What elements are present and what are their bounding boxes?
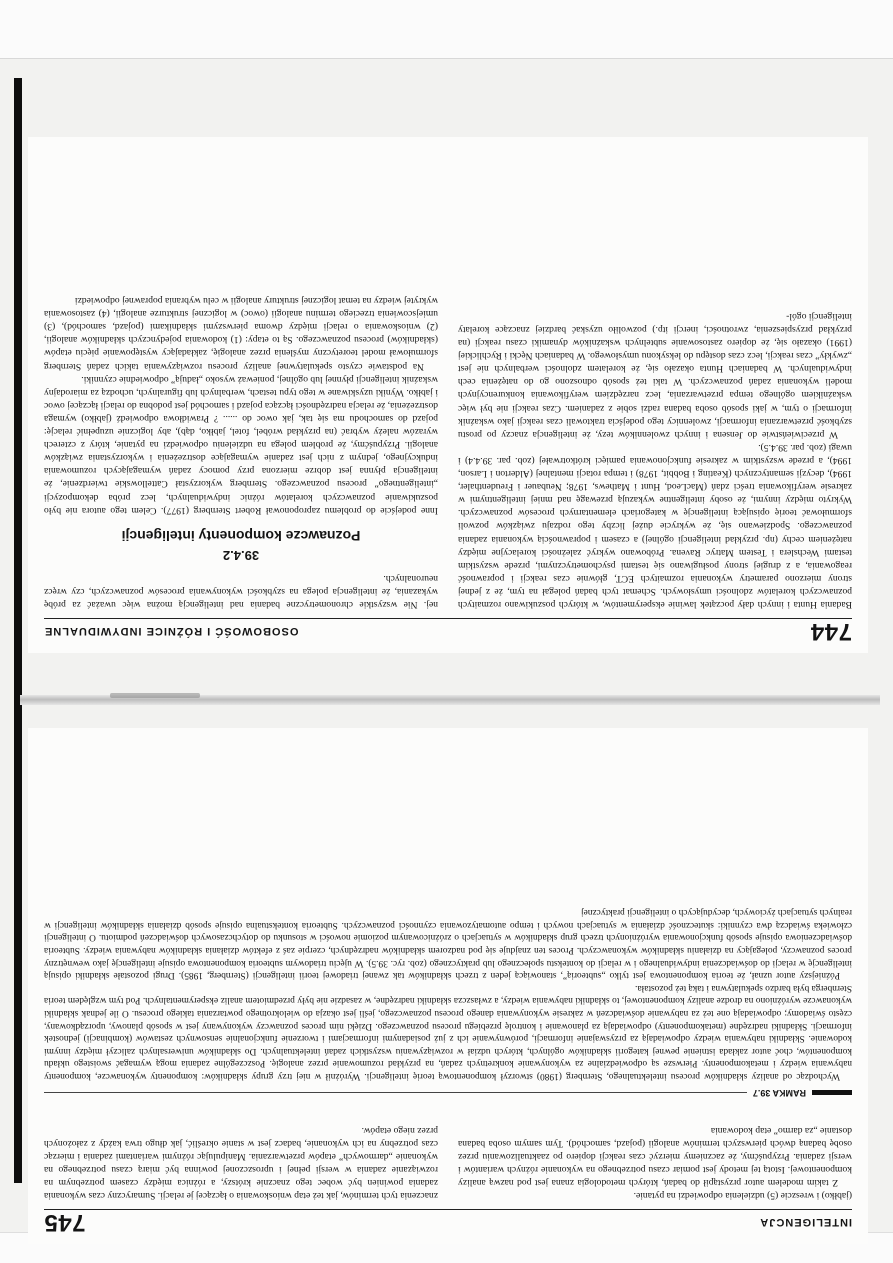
page-number: 744 [810, 618, 852, 645]
box-marker [812, 1091, 852, 1096]
running-head-745 [44, 1209, 852, 1236]
box-rule [44, 1093, 747, 1094]
box-label: RAMKA 39.7 [752, 1088, 806, 1098]
page-number: 745 [44, 1209, 86, 1236]
running-title: OSOBOWOŚĆ I RÓŻNICE INDYWIDUALNE [44, 625, 299, 637]
paragraph: Na podstawie czysto spekulatywnej analizy procesu rozwiązywania takich zadań Sternberg sformułował model teoretyczny myślenia przez analogię, zakładający występowanie pięciu etapów (składników) procesu poznawczego. Są to etapy: (1) kodowania pojedynczych składników analogii, (2) wnioskowania o relacji między dwoma pierwszymi składnikami (pojazd, samochód), (3) umiejscowienia trzeciego terminu analogii (owoc) w logicznej strukturze analogii, (4) zastosowania wykrytej wiedzy na temat logicznej struktury analogii w celu wybrania poprawnej odpowiedzi [44, 295, 438, 372]
paragraph: nej. Nie wszystkie chronometryczne badania nad inteligencją można więc uważać za próbę wykazania, że inteligencja polega na szybkości wykonywania procesów poznawczych, czy wręcz neuronalnych. [44, 572, 438, 610]
running-head-744 [44, 618, 852, 645]
intro-columns-745 [44, 1110, 852, 1202]
box-text [44, 906, 852, 1082]
paragraph: W przeciwieństwie do Jensena i innych zwolenników tezy, że inteligencja znaczy po prostu szybkość przetwarzania informacji, zwolennicy tego podejścia traktowali czas reakcji jako wskaźnik informacji o tym, w jaki sposób osoba badana radzi sobie z zadaniem. Czas reakcji nie był więc wskaźnikiem ogólnego tempa przetwarzania, lecz narzędziem weryfikowania konkurencyjnych modeli wykonania zadań poznawczych. W taki też sposób odnoszono go do natężenia cech indywidualnych. W badaniach Hunta okazało się, że korelatem zdolności werbalnych nie jest „zwykły” czas reakcji, lecz czas dostępu do leksykonu umysłowego. W badaniach Nęcki i Rychlickiej (1991) okazało się, że dopiero zastosowanie subtelnych wskaźników dynamiki czasu reakcji (na przykład przyspieszenia, zwrotności, inercji itp.) pozwoliło uzyskać bardziej znaczące korelaty inteligencji ogól- [458, 310, 852, 440]
paragraph: Późniejszy autor uznał, że teoria komponentowa jest tylko „subteorią”, stanowiącą jeden z trzech składników tak zwanej triadowej teorii inteligencji (Sternberg, 1985). Drugi pozostałe składniki opisują inteligencję w relacji do doświadczenia indywidualnego i w relacji do kontekstu społecznego lub praktycznego (zob. ryc. 39.5). W ujęciu triadowym subteoria komponentowa opisuje inteligencję jako wewnętrzny proces poznawczy, polegający na działaniu składników wykonawczych. Proces ten znajduje się pod nadzorem składników nadrzędnych, czerpie zaś z efektów działania składników nabywania wiedzy. Subteoria doświadczeniowa opisuje sposób funkcjonowania wyróżnionych trzech grup składników w sytuacjach o zróżnicowanym poziomie nowości w stosunku do dotychczasowych doświadczeń podmiotu. O inteligencji człowieka świadczą dwa czynniki: skuteczność działania w sytuacjach nowych i tempo automatyzowania czynności poznawczych. Subteoria kontekstualna opisuje sposób działania składników inteligencji w realnych sytuacjach życiowych, decydujących o inteligencji praktycznej [44, 907, 852, 981]
paragraph: Z takim modelem autor przystąpił do badań, których metodologia znana jest pod nazwą analizy komponentowej. Istotą tej metody jest pomiar czasu potrzebnego na wykonanie różnych wariantów i wersji zadania. Przypuśćmy, że zaczniemy mierzyć czas reakcji dopiero po zaaktualizowaniu przez osobę badaną dwóch pierwszych terminów analogii (pojazd, samochód). Tym samym osoba badana dostanie „za darmo” etap kodowania [458, 1124, 852, 1188]
paragraph: (jabłko) i wreszcie (5) udzielenia odpowiedzi na pytanie. [633, 1190, 852, 1201]
paragraph: Badania Hunta i innych dały początek lawinie eksperymentów, w których poszukiwano rozmaitych poznawczych korelatów zdolności umysłowych. Schemat tych badań polegał na tym, że z jednej strony mierzono parametry wykonania rozmaitych ECT, głównie czas reakcji i poprawność reagowania, a z drugiej strony posługiwano się testami psychometrycznymi, przede wszystkim testami Wechslera i Testem Matryc Ravena. Próbowano wykryć zależności korelacyjne między natężeniem cechy (np. przykład inteligencji ogólnej) a czasem i poprawnością wykonania zadania poznawczego. Spodziewano się, że wykrycie dużej liczby tego rodzaju związków pozwoli sformułować teorię opisującą inteligencję w kategoriach elementarnych procesów poznawczych. Wykryto między innymi, że osoby inteligentne wykazują przewagę nad mniej inteligentnymi w zakresie weryfikowania treści zdań (MacLeod, Hunt i Mathews, 1978; Neubauer i Freudenthaler, 1994), decyzji semantycznych (Keating i Bobbit, 1978) i tempa rotacji mentalnej (Alderton i Larson, 1994), a przede wszystkim w zakresie funkcjonowania pamięci krótkotrwałej (zob. par. 39.4.4) i uwagi (zob. par. 39.4.5). [458, 441, 852, 610]
scan-artifact [110, 693, 200, 698]
paragraph: Inne podejście do problemu zaproponował Robert Sternberg (1977). Celem tego autora nie było poszukiwanie poznawczych korelatów różnic indywidualnych, lecz próba dekompozycji „inteligentnego” procesu poznawczego. Sternberg wykorzystał Cattellowskie twierdzenie, że inteligencja płynna jest dobrze mierzona przy pomocy zadań wymagających rozumowania indukcyjnego, jednym z nich jest zadanie wymagające dostrzeżenia i wykorzystania związków analogii. Przypuśćmy, że problem polega na udzieleniu odpowiedzi na pytanie, który z czterech wyrazów należy wybrać (na przykład wróbel, fotel, jabłko, dąb), aby logicznie uzupełnić relację: pojazd do samochodu ma się tak, jak owoc do ...... ? Prawidłowa odpowiedź (jabłko) wymaga dostrzeżenia, że relacja nadrzędności łącząca pojazd i samochód jest podobna do relacji łączącej owoc i jabłko. Wyniki uzyskiwane w tego typu testach, werbalnych lub figuralnych, uchodzą za miarodajny wskaźnik inteligencji płynnej lub ogólnej, ponieważ wysoko „ładują” odpowiednie czynniki. [44, 373, 438, 516]
column-right [44, 147, 438, 611]
running-title: INTELIGENCJA [759, 1216, 852, 1228]
scan-top-margin [0, 0, 893, 59]
column-right [44, 1110, 438, 1202]
section-title: Poznawcze komponenty inteligencji [121, 527, 361, 544]
paragraph: Wychodząc od analizy składników procesu intelektualnego, Sternberg (1980) stworzył komponentową teorię inteligencji. Wyróżnił w niej trzy grupy składników: komponenty wykonawcze, komponenty nabywania wiedzy i metakomponenty. Pierwsze są odpowiedzialne za wykonywanie konkretnych zadań, na przykład rozumowanie przez analogię. Poszczególne zadania mogą wymagać swoistego układu komponentów, choć autor zakłada istnienie pewnej kategorii składników ogólnych, których udział w rozwiązywaniu wszystkich zadań intelektualnych. Do składników uniwersalnych zaliczył między innymi kodowanie. Składniki nabywania wiedzy odpowiadają za przyswajanie informacji, porównywanie ich z już posiadanymi informacjami i tworzenie funkcjonalnie sensownych zestawów (kombinacji) jednostek informacji. Składniki nadrzędne (metakomponenty) odpowiadają za planowanie i kontrolę przebiegu procesu poznawczego. Dzięki nim proces poznawczy wykonywany jest w sposób planowy, uporządkowany, często świadomy; odpowiadają one też za nabywanie doświadczeń w zakresie wykonywania danego procesu poznawczego, jeśli jest okazja do wielokrotnego powtarzania takiego procesu. O ile jednak składniki wykonawcze wyróżniono na drodze analizy komponentowej, to składniki nabywania wiedzy, a zwłaszcza składniki nadrzędne, w zasadzie nie były przedmiotem analiz eksperymentalnych. Pod tym względem teoria Sternberga była bardzo spekulatywna i taką też pozostała. [44, 982, 852, 1081]
ramka-box [44, 734, 852, 1098]
box-header [44, 1088, 852, 1098]
column-left [458, 147, 852, 611]
column-left [458, 1110, 852, 1202]
page-744 [28, 137, 868, 653]
book-spine-shadow [14, 78, 22, 1183]
paragraph: znaczenia tych terminów, jak też etap wnioskowania o łączącej je relacji. Sumaryczny czas wykonania zadania powinien być wobec tego znacznie krótszy, a różnica między czasem potrzebnym na rozwiązanie zadania w wersji pełnej i uproszczonej powinna być miarą czasu potrzebnego na wykonanie „darmowych” etapów przetwarzania. Manipulując różnymi wariantami zadania i mierząc czas potrzebny na ich wykonanie, badacz jest w stanie określić, jak długo trwa każdy z założonych przez niego etapów. [44, 1124, 438, 1201]
section-number: 39.4.2 [222, 547, 260, 563]
columns-744 [44, 147, 852, 611]
page-745 [28, 728, 868, 1244]
